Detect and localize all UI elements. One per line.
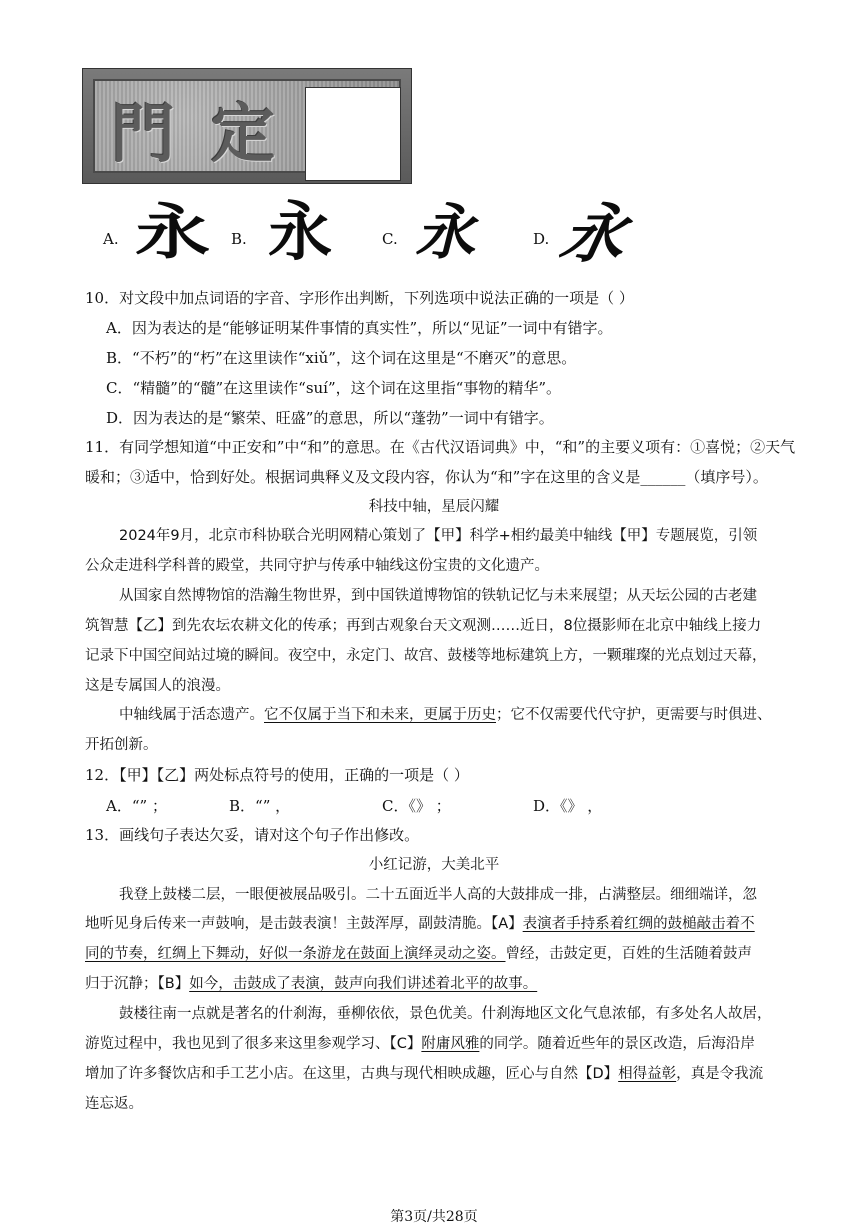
- passage2-p1-line3: [85, 945, 752, 963]
- passage2-underline-d: 相得益彰: [618, 1066, 677, 1082]
- option-d-label: D.: [533, 230, 550, 248]
- q12-option-d: D．《》 ，: [533, 797, 603, 815]
- page-number: 第3页/共28页: [390, 1209, 478, 1225]
- passage2-underline-a-part1: 表演者手持系着红绸的鼓槌敲击着不: [522, 916, 755, 932]
- q12-option-a: A．“” ；: [106, 797, 167, 815]
- blank-char-box: [305, 87, 401, 181]
- q10-option-a: A．因为表达的是“能够证明某件事情的真实性”，所以“见证”一词中有错字。: [106, 319, 613, 337]
- q10-option-b: B．“不朽”的“朽”在这里读作“xiǔ”，这个词在这里是“不磨灭”的意思。: [106, 349, 577, 367]
- passage2-p1-line2: [85, 915, 755, 933]
- passage2-p1-line1: 我登上鼓楼二层，一眼便被展品吸引。二十五面近半人高的大鼓排成一排，占满整层。细细端详，忽: [119, 887, 757, 903]
- option-b-calligraphy: 永: [268, 195, 332, 270]
- passage1-p2-line4: 这是专属国人的浪漫。: [85, 678, 230, 694]
- passage2-title: 小红记游，大美北平: [368, 857, 500, 873]
- stele-char-1: 門: [111, 97, 175, 172]
- passage1-p3-post: ；它不仅需要代代守护，更需要与时俱进、: [496, 707, 772, 723]
- passage2-p1-line4: [85, 975, 537, 993]
- passage2-p2-line3: [85, 1065, 763, 1083]
- stele-image: [82, 68, 412, 184]
- q10-option-c: C．“精髓”的“髓”在这里读作“suí”，这个词在这里指“事物的精华”。: [106, 379, 561, 397]
- option-c-calligraphy: 永: [415, 198, 475, 268]
- passage1-p1-line1: 2024年9月，北京市科协联合光明网精心策划了【甲】科学+相约最美中轴线【甲】专题展览，引领: [119, 528, 758, 544]
- option-a-label: A.: [103, 230, 119, 248]
- passage1-p1-line2: 公众走进科学科普的殿堂，共同守护与传承中轴线这份宝贵的文化遗产。: [85, 558, 549, 574]
- passage1-p2-line2: 筑智慧【乙】到先农坛农耕文化的传承；再到古观象台天文观测……近日，8位摄影师在北京中轴线上接力: [85, 618, 762, 634]
- passage1-p3-line2: 开拓创新。: [85, 737, 158, 753]
- q12-option-c: C．《》 ；: [382, 797, 451, 815]
- passage2-p1-l2-pre: 地听见身后传来一声鼓响，是击鼓表演！主鼓浑厚，副鼓清脆。【A】: [85, 916, 523, 932]
- passage2-p2-line4: 连忘返。: [85, 1096, 143, 1112]
- option-d-calligraphy: 永: [554, 197, 635, 272]
- passage1-underlined-sentence: 它不仅属于当下和未来，更属于历史: [264, 707, 496, 723]
- stele-char-2: 定: [211, 97, 275, 172]
- passage1-title: 科技中轴，星辰闪耀: [368, 499, 500, 515]
- q10-option-d: D．因为表达的是“繁荣、旺盛”的意思，所以“蓬勃”一词中有错字。: [106, 409, 554, 427]
- q11-line-2: 暖和；③适中，恰到好处。根据词典释义及文段内容，你认为“和”字在这里的含义是______（填序号）。: [85, 468, 768, 486]
- q12-option-b: B．“” ，: [229, 797, 291, 815]
- option-c-label: C.: [382, 230, 398, 248]
- passage2-p1-l3-post: 曾经，击鼓定更，百姓的生活随着鼓声: [505, 946, 752, 962]
- passage2-p2-l2-post: 的同学。随着近些年的景区改造，后海沿岸: [479, 1036, 755, 1052]
- passage2-p1-l4-pre: 归于沉静；【B】: [85, 976, 190, 992]
- passage1-p3-pre: 中轴线属于活态遗产。: [119, 707, 264, 723]
- passage1-p3-line1: [119, 706, 772, 724]
- passage2-underline-b: 如今，击鼓成了表演，鼓声向我们讲述着北平的故事。: [189, 976, 538, 992]
- option-a-calligraphy: 永: [135, 198, 210, 268]
- q10-stem: 10．对文段中加点词语的字音、字形作出判断，下列选项中说法正确的一项是（ ）: [85, 289, 634, 307]
- passage2-underline-a-part2: 同的节奏，红绸上下舞动，好似一条游龙在鼓面上演绎灵动之姿。: [85, 946, 506, 962]
- q12-stem: 12．【甲】【乙】两处标点符号的使用，正确的一项是（ ）: [85, 766, 469, 784]
- passage2-p2-l3-post: ，真是令我流: [676, 1066, 764, 1082]
- q13-stem: 13．画线句子表达欠妥，请对这个句子作出修改。: [85, 826, 420, 844]
- stele-carving: [93, 79, 401, 173]
- passage2-underline-c: 附庸风雅: [421, 1036, 480, 1052]
- passage1-p2-line3: 记录下中国空间站过境的瞬间。夜空中，永定门、故宫、鼓楼等地标建筑上方，一颗璀璨的光点划过天幕，: [85, 648, 767, 664]
- passage2-p2-line1: 鼓楼往南一点就是著名的什刹海，垂柳依依，景色优美。什刹海地区文化气息浓郁，有多处名人故居，: [119, 1006, 772, 1022]
- passage2-p2-l3-pre: 增加了许多餐饮店和手工艺小店。在这里，古典与现代相映成趣，匠心与自然【D】: [85, 1066, 619, 1082]
- passage2-p2-line2: [85, 1035, 755, 1053]
- passage2-p2-l2-pre: 游览过程中，我也见到了很多来这里参观学习、【C】: [85, 1036, 422, 1052]
- passage1-p2-line1: 从国家自然博物馆的浩瀚生物世界，到中国铁道博物馆的铁轨记忆与未来展望；从天坛公园的古老建: [119, 588, 757, 604]
- q11-line-1: 11．有同学想知道“中正安和”中“和”的意思。在《古代汉语词典》中，“和”的主要义项有：①喜悦；②天气: [85, 438, 796, 456]
- option-b-label: B.: [231, 230, 247, 248]
